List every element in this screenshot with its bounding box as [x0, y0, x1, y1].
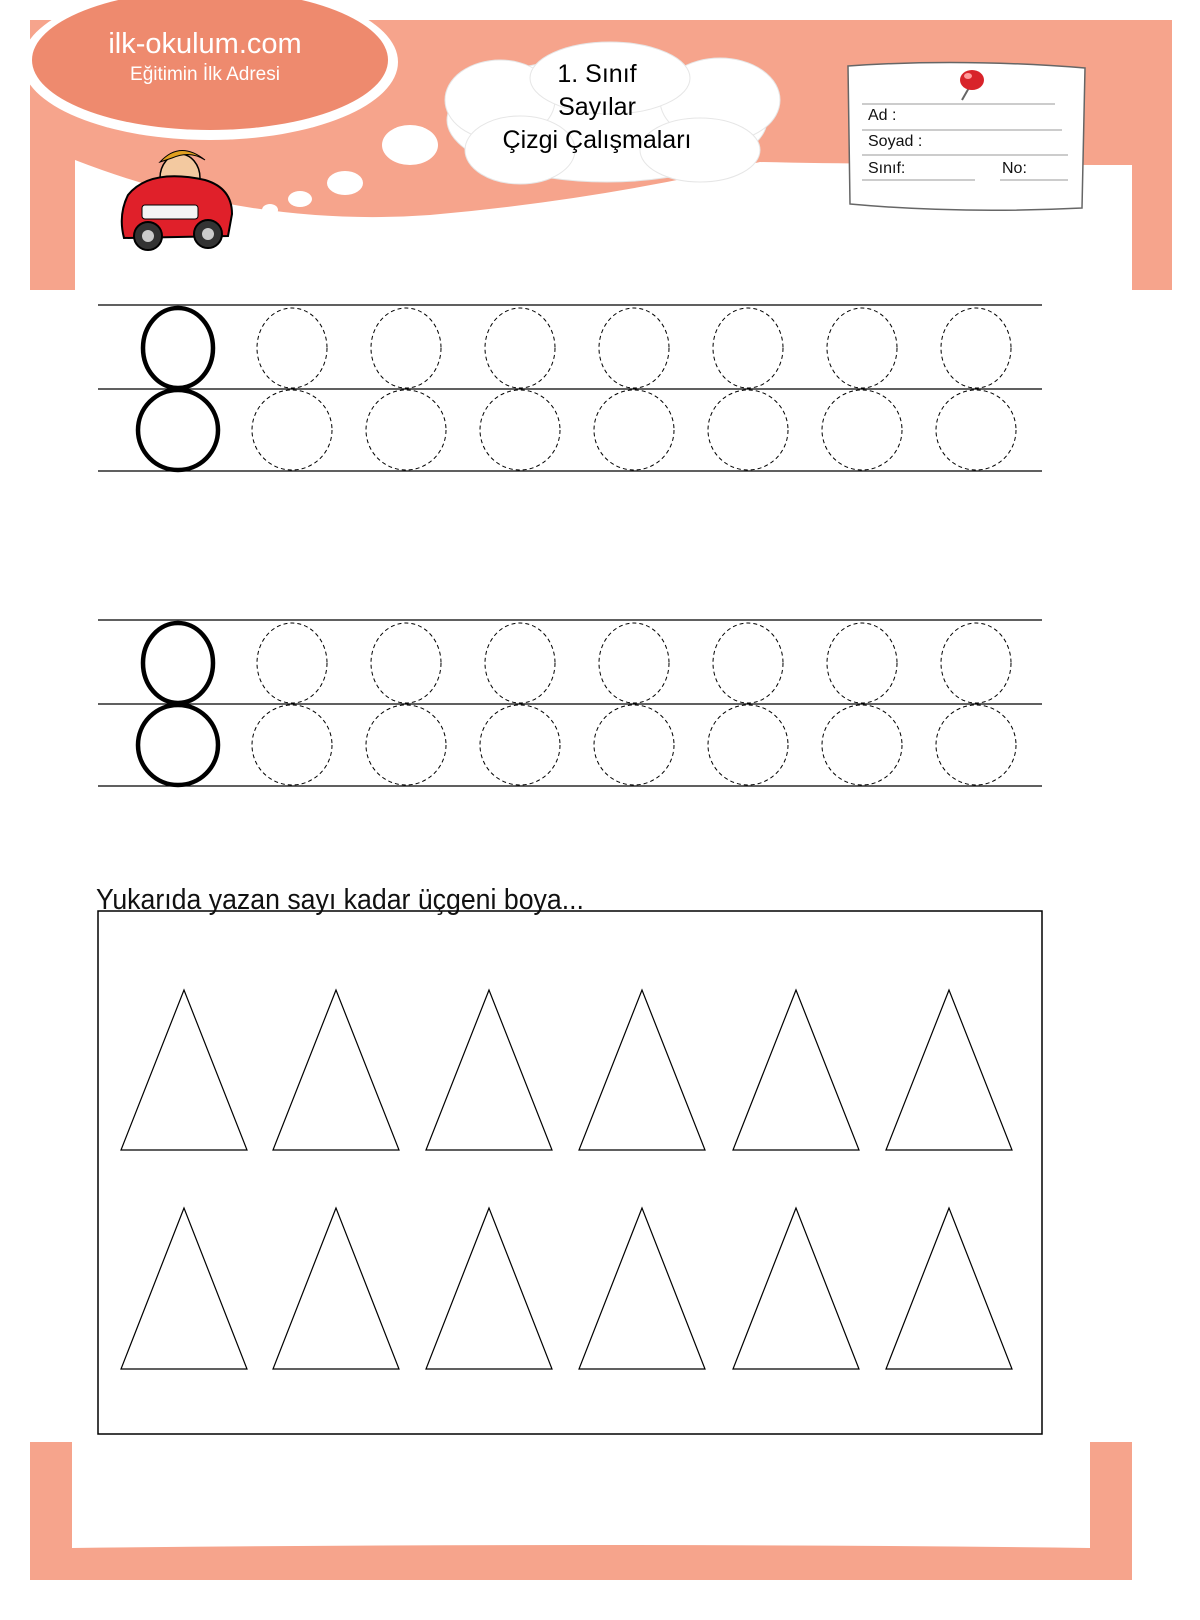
tracing-area — [98, 305, 1042, 786]
instruction-text: Yukarıda yazan sayı kadar üçgeni boya... — [96, 884, 584, 916]
number-label: No: — [1002, 160, 1027, 177]
triangle-shape[interactable] — [733, 1208, 859, 1369]
title-line-1: 1. Sınıf — [557, 60, 637, 88]
triangle-shape[interactable] — [733, 990, 859, 1150]
footer-tagline: Eğitimin İlk Adresi — [494, 1512, 700, 1542]
triangle-shape[interactable] — [273, 1208, 399, 1369]
footer-site-name[interactable]: ilk-okulum.com — [456, 1464, 738, 1511]
triangle-shape[interactable] — [426, 990, 552, 1150]
triangle-shape[interactable] — [426, 1208, 552, 1369]
surname-label: Soyad : — [868, 133, 923, 150]
triangle-shape[interactable] — [273, 990, 399, 1150]
triangle-shape[interactable] — [886, 990, 1012, 1150]
header-tagline: Eğitimin İlk Adresi — [130, 64, 280, 85]
triangle-shape[interactable] — [579, 1208, 705, 1369]
class-label: Sınıf: — [868, 160, 906, 177]
name-label: Ad : — [868, 107, 897, 124]
triangle-shape[interactable] — [886, 1208, 1012, 1369]
triangle-shape[interactable] — [579, 990, 705, 1150]
title-line-3: Çizgi Çalışmaları — [502, 126, 692, 154]
triangle-shape[interactable] — [121, 1208, 247, 1369]
tracing-row — [98, 620, 1042, 786]
triangle-area — [121, 990, 1012, 1369]
triangle-shape[interactable] — [121, 990, 247, 1150]
tracing-row — [98, 305, 1042, 471]
title-line-2: Sayılar — [558, 93, 636, 121]
header-site-name[interactable]: ilk-okulum.com — [108, 28, 302, 60]
